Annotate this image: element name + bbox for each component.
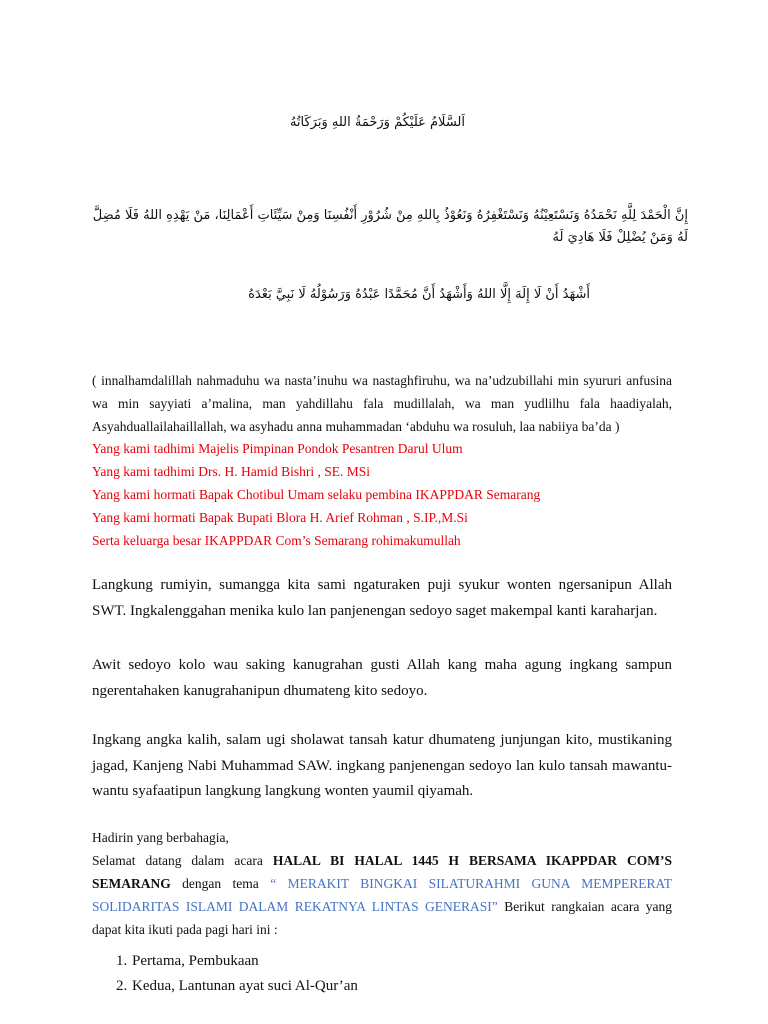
greeting-line: Yang kami tadhimi Majelis Pimpinan Pondok Pesantren Darul Ulum [92,441,463,456]
agenda-number: 2. [116,978,128,994]
arabic-salam: اَلسَّلَامُ عَلَيْكُمْ وَرَحْمَةُ اللهِ وَبَرَكَاتُهُ [289,115,465,130]
welcome-lead: Selamat datang dalam acara [92,853,273,868]
paragraph-sholawat: Ingkang angka kalih, salam ugi sholawat tansah katur dhumateng junjungan kito, mustikaning jagad, Kanjeng Nabi Muhammad SAW. ingkang panjenengan sedoyo lan kulo tansah mawantu-wantu syafaatipun langkung langkung wonten yaumil qiyamah. [92,732,672,799]
welcome-text [92,849,672,941]
transliteration: ( innalhamdalillah nahmaduhu wa nasta’inuhu wa nastaghfiruhu, wa na’udzubillahi min syururi anfusina wa min sayyiati a’malina, man yahdillahu fala mudillalah, wa man yudlilhu fala haadiyalah, Asyahduallailahaillallah, wa asyhadu anna muhammadan ‘abduhu wa rosuluh, laa nabiiya ba’da ) [92,373,672,434]
event-theme: “ MERAKIT BINGKAI SILATURAHMI GUNA MEMPERERAT SOLIDARITAS ISLAMI DALAM REKATNYA LINTAS GENERASI” [92,876,672,914]
agenda-item [92,949,672,974]
agenda-text: Kedua, Lantunan ayat suci Al-Qur’an [132,978,358,994]
welcome-tail: Berikut rangkaian acara yang dapat kita ikuti pada pagi hari ini : [92,899,673,937]
paragraph-blessing: Awit sedoyo kolo wau saking kanugrahan gusti Allah kang maha agung ingkang sampun ngerentahaken kanugrahanipun dhumateng kito sedoyo. [92,657,672,699]
greeting-line: Yang kami tadhimi Drs. H. Hamid Bishri , SE. MSi [92,464,371,479]
salutation: Hadirin yang berbahagia, [92,830,229,845]
welcome-section [92,826,672,941]
arabic-opening-praise: إِنَّ الْحَمْدَ لِلَّهِ نَحْمَدُهُ وَنَسْتَعِيْنُهُ وَنَسْتَغْفِرُهُ وَنَعُوْذُ بِاللهِ مِنْ شُرُوْرِ أَنْفُسِنَا وَمِنْ سَيِّئَاتِ أَعْمَالِنَا، مَنْ يَهْدِهِ اللهُ فَلَا مُضِلَّ لَهُ وَمَنْ يُضْلِلْ فَلَا هَادِيَ لَهُ [92,208,688,245]
agenda-item [92,974,672,999]
agenda-number: 1. [116,953,128,969]
paragraph-gratitude: Langkung rumiyin, sumangga kita sami ngaturaken puji syukur wonten ngersanipun Allah SWT. Ingkalenggahan menika kulo lan panjenengan sedoyo saget makempal kanti karaharjan. [92,577,672,619]
agenda-text: Pertama, Pembukaan [132,953,259,969]
event-name: HALAL BI HALAL 1445 H BERSAMA IKAPPDAR COM’S SEMARANG [92,853,672,891]
agenda-list [92,949,672,999]
greeting-line: Serta keluarga besar IKAPPDAR Com’s Semarang rohimakumullah [92,533,461,548]
theme-intro: dengan tema [170,876,271,891]
arabic-syahadat: أَشْهَدُ أَنْ لَا إِلَهَ إِلَّا اللهُ وَأَشْهَدُ أَنَّ مُحَمَّدًا عَبْدُهُ وَرَسُوْلُهُ لَا نَبِيَّ بَعْدَهُ [248,287,590,302]
greeting-line: Yang kami hormati Bapak Bupati Blora H. Arief Rohman , S.IP.,M.Si [92,510,468,525]
greeting-line: Yang kami hormati Bapak Chotibul Umam selaku pembina IKAPPDAR Semarang [92,487,541,502]
